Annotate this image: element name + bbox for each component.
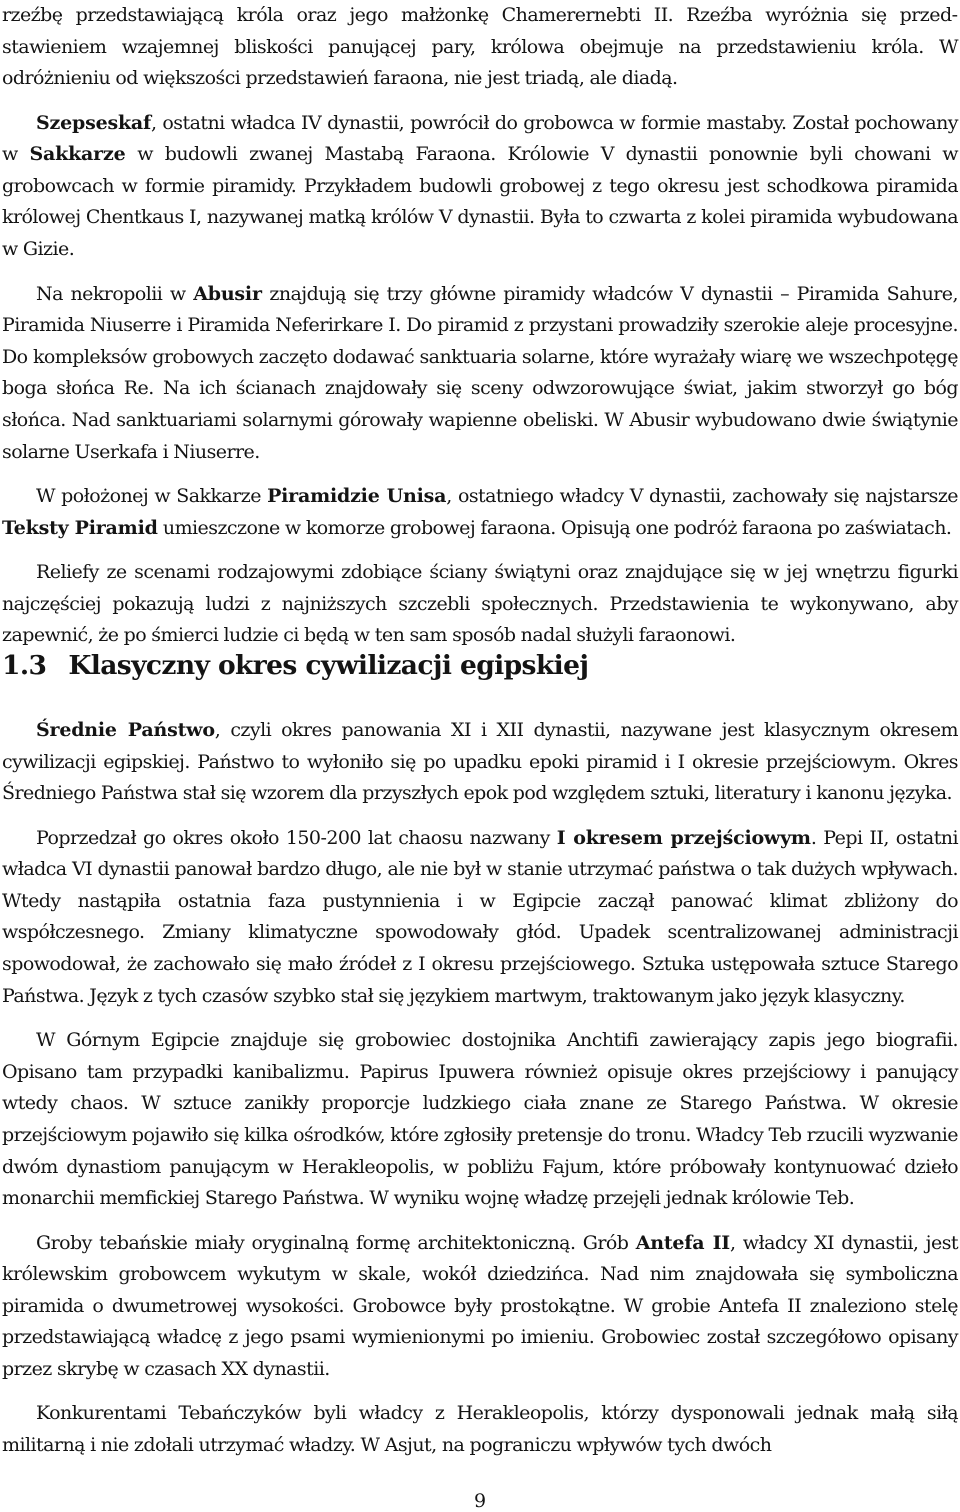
text-run: Groby tebańskie miały oryginalną formę architektoniczną. Grób [36, 1231, 636, 1254]
bold-term: Antefa II [635, 1231, 730, 1254]
text-run: . Pepi II, ostatni władca VI dynastii panował bardzo długo, ale nie był w stanie utrzymać państwa o tak dużych wpływach. Wtedy nastąpiła ostatnia faza pustynnienia i w Egipcie zaczął panować klimat zbliżony do współczesnego. Zmiany klimatyczne spowodowały głód. Upadek scentralizowanej administracji spowodował, że zachowało się mało źródeł z I okresu przejściowego. Sztuka ustępowała sztuce Starego Państwa. Język z tych czasów szybko stał się językiem martwym, traktowanym jako język klasyczny. [2, 826, 958, 1007]
section-heading [2, 648, 958, 684]
body-text-lower [2, 715, 958, 1475]
bold-term: Sakkarze [29, 143, 126, 166]
page-number: 9 [473, 1490, 487, 1512]
paragraph [2, 1228, 958, 1386]
text-run: , ostatni władca IV dynastii, powrócił do grobowca w formie mastaby. Został pochowany w [2, 111, 958, 166]
bold-term: Szepseskaf [36, 111, 152, 134]
paragraph [2, 1398, 958, 1461]
body-text-upper [2, 0, 958, 665]
bold-term: I okresem przejściowym [556, 826, 811, 849]
paragraph [2, 1025, 958, 1215]
section-number: 1.3 [2, 650, 47, 681]
text-run: , ostatniego władcy V dynastii, zachowały się najstarsze [446, 484, 958, 507]
text-run: Konkurentami Tebańczyków byli władcy z Herakleopolis, którzy dysponowali jednak małą siłą militarną i nie zdołali utrzymać władzy. W Asjut, na pograniczu wpływów tych dwóch [2, 1402, 958, 1457]
paragraph [2, 823, 958, 1013]
text-run: w budowli zwanej Mastabą Faraona. Królowie V dynastii ponownie byli chowani w grobowcach w formie piramidy. Przykładem budowli grobowej z tego okresu jest schodkowa piramida królowej Chentkaus I, nazywanej matką królów V dynastii. Była to czwarta z kolei piramida wybudowana w Gizie. [2, 143, 958, 261]
bold-term: Piramidzie Unisa [267, 484, 447, 507]
bold-term: Abusir [193, 282, 262, 305]
paragraph [2, 481, 958, 544]
paragraph [2, 108, 958, 266]
text-run: rzeźbę przedstawiającą króla oraz jego małżonkę Chamerernebti II. Rzeźba wyróżnia się przedstawieniem wzajemnej bliskości panującej pary, królowa obejmuje na przedstawieniu króla. W odróżnieniu od większości przedstawień faraona, nie jest triadą, ale diadą. [2, 4, 958, 90]
text-run: W położonej w Sakkarze [36, 484, 268, 507]
section-title: Klasyczny okres cywilizacji egipskiej [68, 650, 589, 681]
text-run: umieszczone w komorze grobowej faraona. Opisują one podróż faraona po zaświatach. [157, 516, 952, 539]
text-run: W Górnym Egipcie znajduje się grobowiec dostojnika Anchtifi zawierający zapis jego biografii. Opisano tam przypadki kanibalizmu. Papirus Ipuwera również opisuje okres przejściowy i panujący wtedy chaos. W sztuce zanikły proporcje ludzkiego ciała znane ze Starego Państwa. W okresie przejściowym pojawiło się kilka ośrodków, które zgłosiły pretensje do tronu. Władcy Teb rzucili wyzwanie dwóm dynastiom panującym w Herakleopolis, w pobliżu Fajum, które próbowały kontynuować dzieło monarchii memfickiej Starego Państwa. W wyniku wojnę władzę przejęli jednak królowie Teb. [2, 1029, 958, 1210]
text-run: Reliefy ze scenami rodzajowymi zdobiące ściany świątyni oraz znajdujące się w jej wnętrzu figurki najczęściej pokazują ludzi z najniższych szczebli społecznych. Przedstawienia te wykonywano, aby zapewnić, że po śmierci ludzie ci będą w ten sam sposób nadal służyli faraonowi. [2, 561, 958, 647]
bold-term: Teksty Piramid [2, 516, 158, 539]
text-run: , władcy XI dynastii, jest królewskim grobowcem wykutym w skale, wokół dziedzińca. Nad nim znajdowała się symboliczna piramida o dwumetrowej wysokości. Grobowce były prostokątne. W grobie Antefa II znaleziono stelę przedstawiającą władcę z jego psami wymienionymi po imieniu. Grobowiec został szczegółowo opisany przez skrybę w czasach XX dynastii. [2, 1231, 958, 1380]
paragraph [2, 0, 958, 95]
text-run: , czyli okres panowania XI i XII dynastii, nazywane jest klasycznym okresem cywilizacji egipskiej. Państwo to wyłoniło się po upadku epoki piramid i I okresie przejściowym. Okres Średniego Państwa stał się wzorem dla przyszłych epok pod względem sztuki, literatury i kanonu języka. [2, 719, 958, 805]
text-run: Poprzedzał go okres około 150-200 lat chaosu nazwany [36, 826, 557, 849]
bold-term: Średnie Państwo [36, 719, 215, 741]
paragraph [2, 715, 958, 810]
paragraph [2, 557, 958, 652]
text-run: znajdują się trzy główne piramidy władców V dynastii – Piramida Sahure, Piramida Niuserre i Piramida Neferirkare I. Do piramid z przystani prowadziły szerokie aleje procesyjne. Do kompleksów grobowych zaczęto dodawać sanktuaria solarne, które wyrażały wiarę we wszechpotęgę boga słońca Re. Na ich ścianach znajdowały się sceny odwzorowujące świat, jakim stworzył go bóg słońca. Nad sanktuariami solarnymi górowały wapienne obeliski. W Abusir wybudowano dwie świątynie solarne Userkafa i Niuserre. [2, 282, 958, 463]
text-run: Na nekropolii w [36, 282, 194, 305]
paragraph [2, 279, 958, 469]
